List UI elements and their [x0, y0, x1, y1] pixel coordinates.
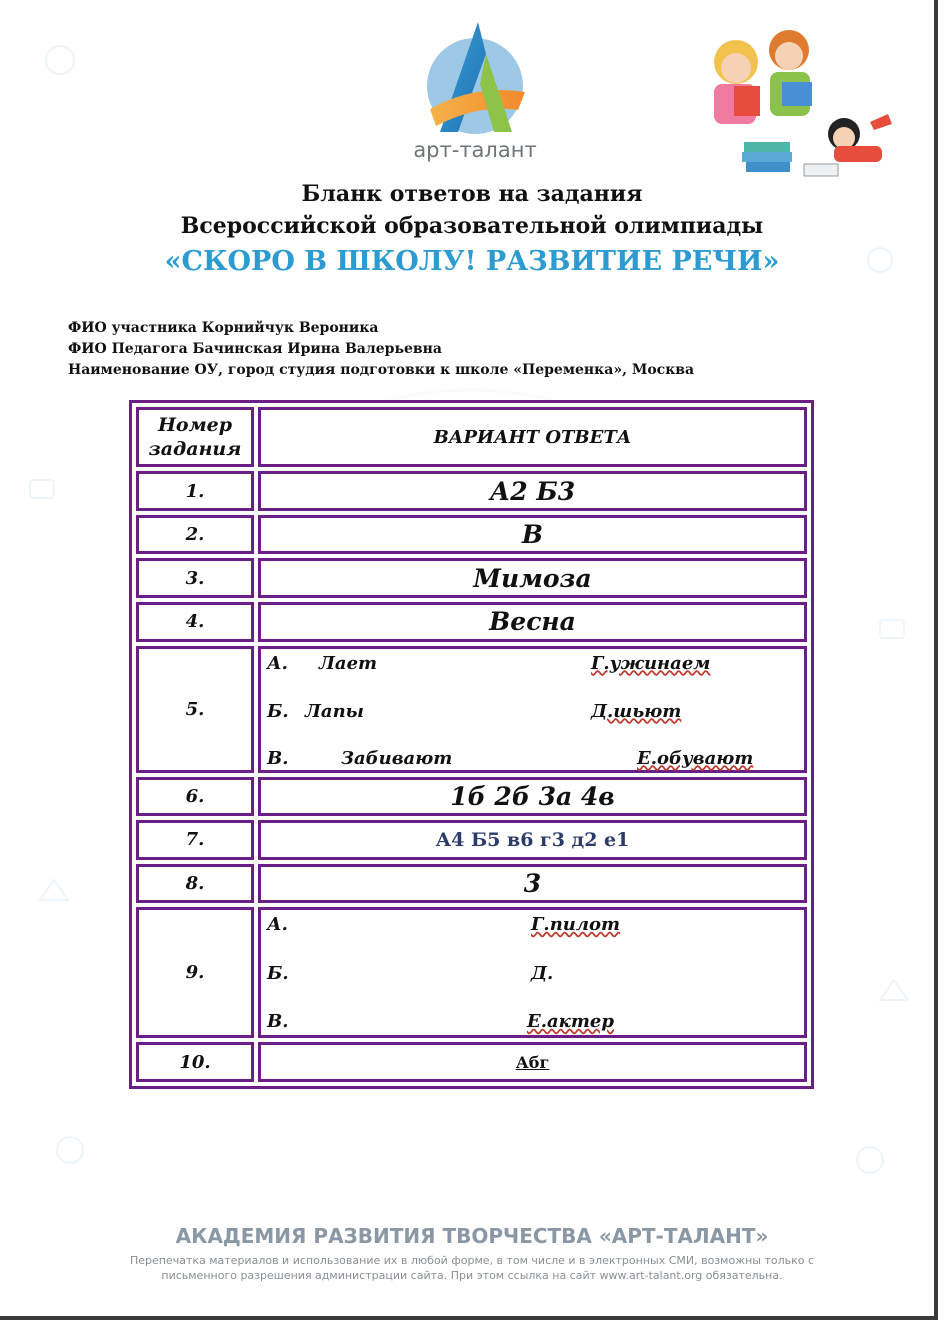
- table-row: [136, 777, 807, 817]
- table-row: [136, 471, 807, 511]
- answer-cell-options: [258, 646, 807, 773]
- options-block: [261, 910, 804, 1035]
- footer-title: АКАДЕМИЯ РАЗВИТИЯ ТВОРЧЕСТВА «АРТ-ТАЛАНТ»: [175, 1224, 769, 1248]
- answer-cell: Весна: [258, 602, 807, 642]
- school-name: Наименование ОУ, город студия подготовки к школе «Переменка», Москва: [68, 362, 695, 378]
- task-number: 2.: [136, 515, 254, 555]
- footer-note-line2: письменного разрешения администрации сайта. При этом ссылка на сайт www.art-talant.org обязательна.: [161, 1269, 783, 1282]
- option-v: Забивают: [341, 747, 453, 769]
- header-num-line2: задания: [148, 438, 242, 461]
- answer-cell: Мимоза: [258, 558, 807, 598]
- title-block: [0, 178, 944, 282]
- answer-cell: Абг: [258, 1042, 807, 1082]
- option-label-b: Б.: [267, 963, 289, 985]
- title-line-1: Бланк ответов на задания: [301, 181, 643, 207]
- table-row: [136, 646, 807, 773]
- option-g: Г.пилот: [531, 914, 621, 936]
- table-header-row: [136, 407, 807, 467]
- olympiad-name: «СКОРО В ШКОЛУ! РАЗВИТИЕ РЕЧИ»: [164, 246, 780, 277]
- task-number: 5.: [136, 646, 254, 773]
- option-g: Г.ужинаем: [591, 652, 711, 674]
- header-answer: ВАРИАНТ ОТВЕТА: [258, 407, 807, 467]
- table-row: [136, 864, 807, 904]
- option-e: Е.обувают: [637, 747, 754, 769]
- table-row: [136, 515, 807, 555]
- title-line-2: Всероссийской образовательной олимпиады: [180, 213, 764, 239]
- option-d: Д.шьют: [591, 700, 682, 722]
- answer-cell: А2 Б3: [258, 471, 807, 511]
- reading-kids-illustration: [684, 26, 899, 186]
- option-label-a: А.: [267, 914, 288, 936]
- task-number: 6.: [136, 777, 254, 817]
- logo-text: арт-талант: [413, 138, 537, 162]
- task-number: 7.: [136, 820, 254, 860]
- answer-cell: 1б 2б 3а 4в: [258, 777, 807, 817]
- participant-name: ФИО участника Корнийчук Вероника: [68, 320, 379, 336]
- task-number: 9.: [136, 907, 254, 1038]
- option-e: Е.актер: [527, 1011, 614, 1033]
- teacher-name: ФИО Педагога Бачинская Ирина Валерьевна: [68, 341, 442, 357]
- header-task-number: [136, 407, 254, 467]
- answer-cell: В: [258, 515, 807, 555]
- option-a: Лает: [319, 652, 378, 674]
- option-label-v: В.: [267, 747, 289, 769]
- option-label-v: В.: [267, 1011, 289, 1033]
- task-number: 1.: [136, 471, 254, 511]
- table-row: [136, 907, 807, 1038]
- table-row: [136, 558, 807, 598]
- option-b: Лапы: [305, 700, 364, 722]
- footer-note-line1: Перепечатка материалов и использование их в любой форме, в том числе и в электронных СМИ, возможны только с: [129, 1254, 815, 1267]
- option-d: Д.: [531, 963, 554, 985]
- option-label-a: А.: [267, 652, 288, 674]
- header-num-line1: Номер: [157, 414, 233, 437]
- footer-copyright-note: [90, 1253, 854, 1283]
- task-number: 4.: [136, 602, 254, 642]
- answer-cell-options: [258, 907, 807, 1038]
- answer-cell: 3: [258, 864, 807, 904]
- task-number: 8.: [136, 864, 254, 904]
- task-number: 3.: [136, 558, 254, 598]
- answer-cell: А4 Б5 в6 г3 д2 е1: [258, 820, 807, 860]
- table-row: [136, 820, 807, 860]
- participant-info: [68, 318, 694, 381]
- option-label-b: Б.: [267, 700, 289, 722]
- task-number: 10.: [136, 1042, 254, 1082]
- table-row: [136, 1042, 807, 1082]
- answer-table: [129, 400, 814, 1089]
- table-row: [136, 602, 807, 642]
- options-block: [261, 649, 804, 770]
